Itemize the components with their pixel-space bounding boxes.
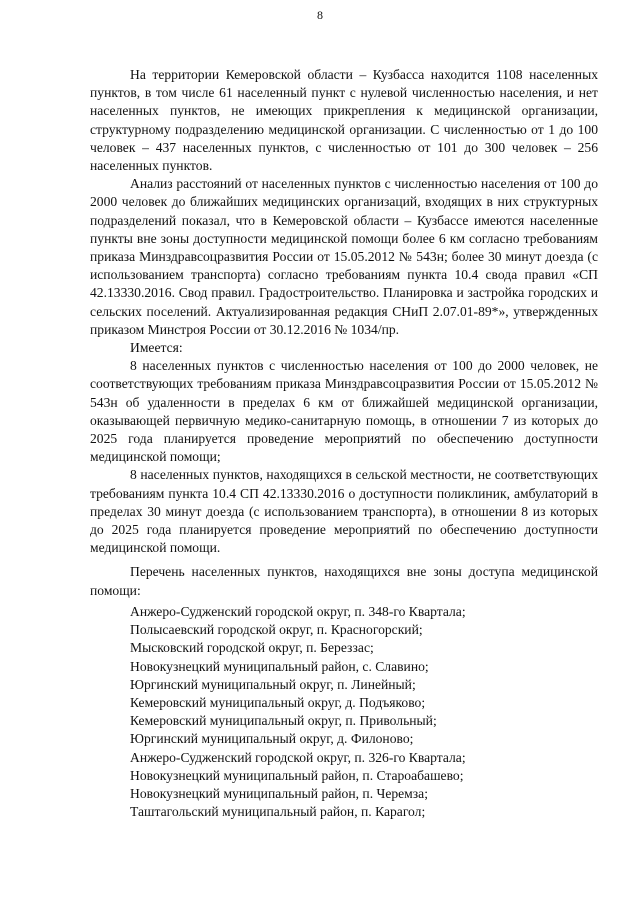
list-item: Мысковский городской округ, п. Береззас; bbox=[130, 640, 374, 656]
list-item: Новокузнецкий муниципальный район, с. Славино; bbox=[130, 658, 429, 674]
list-item: Полысаевский городской округ, п. Красногорский; bbox=[130, 622, 423, 638]
document-body bbox=[90, 66, 598, 821]
list-item: Юргинский муниципальный округ, п. Линейный; bbox=[130, 676, 416, 692]
paragraph-30min-requirement: 8 населенных пунктов, находящихся в сельской местности, не соответствующих требованиям пункта 10.4 СП 42.13330.2016 о доступности поликлиник, амбулаторий в пределах 30 минут доезда (с использованием транспорта), в отношении 8 из которых до 2025 года планируется проведение мероприятий по обеспечению доступности медицинской помощи. bbox=[90, 467, 598, 556]
page-number: 8 bbox=[317, 8, 323, 22]
list-item: Кемеровский муниципальный округ, п. Привольный; bbox=[130, 713, 437, 729]
list-item: Новокузнецкий муниципальный район, п. Староабашево; bbox=[130, 767, 464, 783]
list-item: Анжеро-Судженский городской округ, п. 326-го Квартала; bbox=[130, 749, 466, 765]
paragraph-6km-requirement: 8 населенных пунктов с численностью населения от 100 до 2000 человек, не соответствующих требованиям приказа Минздравсоцразвития России от 15.05.2012 № 543н об удаленности в пределах 6 км от ближайшей медицинской организации, оказывающей первичную медико-санитарную помощь, в отношении 7 из которых до 2025 года планируется проведение мероприятий по обеспечению доступности медицинской помощи; bbox=[90, 358, 598, 465]
paragraph-available: Имеется: bbox=[130, 340, 183, 356]
paragraph-distance-analysis: Анализ расстояний от населенных пунктов с численностью населения от 100 до 2000 человек до ближайших медицинских организаций, входящих в них структурных подразделений показал, что в Кемеровской области – Кузбассе имеются населенные пункты вне зоны доступности медицинской помощи более 6 км согласно требованиям приказа Минздравсоцразвития России от 15.05.2012 № 543н; более 30 минут доезда (с использованием транспорта) согласно требованиям пункта 10.4 свода правил «СП 42.13330.2016. Свод правил. Градостроительство. Планировка и застройка городских и сельских поселений. Актуализированная редакция СНиП 2.07.01-89*», утвержденных приказом Минстроя России от 30.12.2016 № 1034/пр. bbox=[90, 176, 598, 337]
list-item: Новокузнецкий муниципальный район, п. Черемза; bbox=[130, 785, 428, 801]
list-item: Анжеро-Судженский городской округ, п. 348-го Квартала; bbox=[130, 603, 466, 619]
list-item: Таштагольский муниципальный район, п. Карагол; bbox=[130, 804, 426, 820]
list-item: Кемеровский муниципальный округ, д. Подъяково; bbox=[130, 694, 426, 710]
settlements-list bbox=[90, 603, 598, 821]
paragraph-population-summary: На территории Кемеровской области – Кузбасса находится 1108 населенных пунктов, в том числе 61 населенный пункт с нулевой численностью населения, и нет населенных пунктов, не имеющих прикрепления к медицинской организации, структурному подразделению медицинской организации. С численностью от 1 до 100 человек – 437 населенных пунктов, с численностью от 101 до 300 человек – 256 населенных пунктов. bbox=[90, 67, 598, 174]
paragraph-list-intro: Перечень населенных пунктов, находящихся вне зоны доступа медицинской помощи: bbox=[90, 564, 598, 598]
list-item: Юргинский муниципальный округ, д. Филоново; bbox=[130, 731, 414, 747]
